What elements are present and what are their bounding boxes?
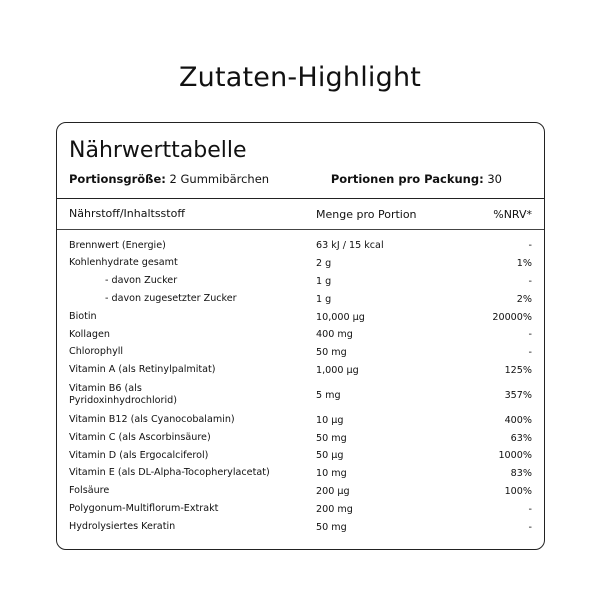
nutrient-name: Hydrolysiertes Keratin — [69, 520, 176, 532]
nutrient-nrv: - — [528, 347, 532, 359]
nutrient-amount: 200 mg — [316, 503, 353, 515]
nutrient-amount: 10 µg — [316, 414, 344, 426]
header-amount: Menge pro Portion — [316, 208, 417, 221]
nutrient-name: Vitamin E (als DL-Alpha-Tocopherylacetat) — [69, 467, 270, 479]
serving-size — [69, 172, 269, 186]
nutrient-amount: 400 mg — [316, 329, 353, 341]
nutrient-nrv: 357% — [504, 389, 532, 401]
nutrient-nrv: 125% — [504, 364, 532, 376]
nutrient-name: Vitamin B6 (als Pyridoxinhydrochlorid) — [69, 382, 177, 407]
nutrient-amount: 50 µg — [316, 450, 344, 462]
nutrient-name: Kohlenhydrate gesamt — [69, 257, 178, 269]
nutrient-name: Biotin — [69, 310, 97, 322]
table-row — [69, 447, 532, 465]
table-title: Nährwerttabelle — [69, 138, 247, 163]
nutrient-nrv: 2% — [516, 293, 532, 305]
nutrient-amount: 63 kJ / 15 kcal — [316, 240, 384, 252]
nutrient-nrv: 63% — [510, 432, 532, 444]
table-row — [69, 362, 532, 380]
nutrient-name: Vitamin A (als Retinylpalmitat) — [69, 364, 216, 376]
table-row — [69, 465, 532, 483]
nutrient-name: Vitamin D (als Ergocalciferol) — [69, 449, 209, 461]
nutrient-name: - davon zugesetzter Zucker — [105, 293, 237, 305]
table-row — [69, 290, 532, 308]
nutrient-amount: 1 g — [316, 293, 332, 305]
table-row — [69, 308, 532, 326]
table-body — [69, 237, 532, 536]
table-header — [69, 208, 532, 221]
table-row — [69, 500, 532, 518]
table-row — [69, 344, 532, 362]
nutrient-name: Kollagen — [69, 328, 110, 340]
table-row — [69, 429, 532, 447]
nutrient-name: Folsäure — [69, 485, 110, 497]
nutrient-name: Chlorophyll — [69, 346, 124, 358]
table-row — [69, 273, 532, 291]
header-nrv: %NRV* — [493, 208, 532, 221]
nutrient-amount: 5 mg — [316, 389, 341, 401]
nutrient-nrv: 400% — [504, 414, 532, 426]
nutrient-nrv: 1000% — [498, 450, 532, 462]
nutrient-nrv: - — [528, 503, 532, 515]
servings-per-pack-value: 30 — [487, 172, 502, 186]
nutrient-amount: 10 mg — [316, 468, 347, 480]
nutrient-name: - davon Zucker — [105, 275, 178, 287]
table-row — [69, 326, 532, 344]
table-row — [69, 237, 532, 255]
nutrient-amount: 10,000 µg — [316, 311, 365, 323]
divider — [57, 198, 544, 199]
nutrient-nrv: - — [528, 240, 532, 252]
nutrient-nrv: - — [528, 521, 532, 533]
nutrient-amount: 50 mg — [316, 347, 347, 359]
serving-size-label: Portionsgröße: — [69, 172, 166, 186]
nutrient-name: Polygonum-Multiflorum-Extrakt — [69, 503, 219, 514]
nutrient-name: Vitamin C (als Ascorbinsäure) — [69, 431, 211, 443]
serving-size-value: 2 Gummibärchen — [169, 172, 270, 186]
table-row — [69, 411, 532, 429]
nutrient-nrv: 1% — [516, 258, 532, 270]
nutrient-nrv: 83% — [510, 468, 532, 480]
nutrient-nrv: - — [528, 275, 532, 287]
nutrition-table-card — [56, 122, 545, 550]
servings-per-pack-label: Portionen pro Packung: — [330, 172, 484, 186]
nutrient-nrv: 100% — [504, 485, 532, 497]
nutrient-amount: 1 g — [316, 275, 332, 287]
table-row — [69, 255, 532, 273]
nutrient-amount: 200 µg — [316, 485, 350, 497]
page-title: Zutaten-Highlight — [178, 62, 422, 93]
nutrient-amount: 2 g — [316, 258, 332, 270]
nutrient-amount: 1,000 µg — [316, 364, 359, 376]
nutrient-nrv: 20000% — [492, 311, 532, 323]
nutrient-name: Vitamin B12 (als Cyanocobalamin) — [69, 414, 235, 426]
nutrient-amount: 50 mg — [316, 521, 347, 533]
divider — [57, 229, 544, 230]
table-row — [69, 518, 532, 536]
table-row — [69, 483, 532, 501]
serving-info — [69, 172, 502, 186]
header-nutrient: Nährstoff/Inhaltsstoff — [69, 207, 185, 220]
nutrient-name: Brennwert (Energie) — [69, 239, 166, 251]
table-row — [69, 379, 532, 411]
nutrient-nrv: - — [528, 329, 532, 341]
nutrient-amount: 50 mg — [316, 432, 347, 444]
servings-per-pack — [331, 172, 502, 186]
